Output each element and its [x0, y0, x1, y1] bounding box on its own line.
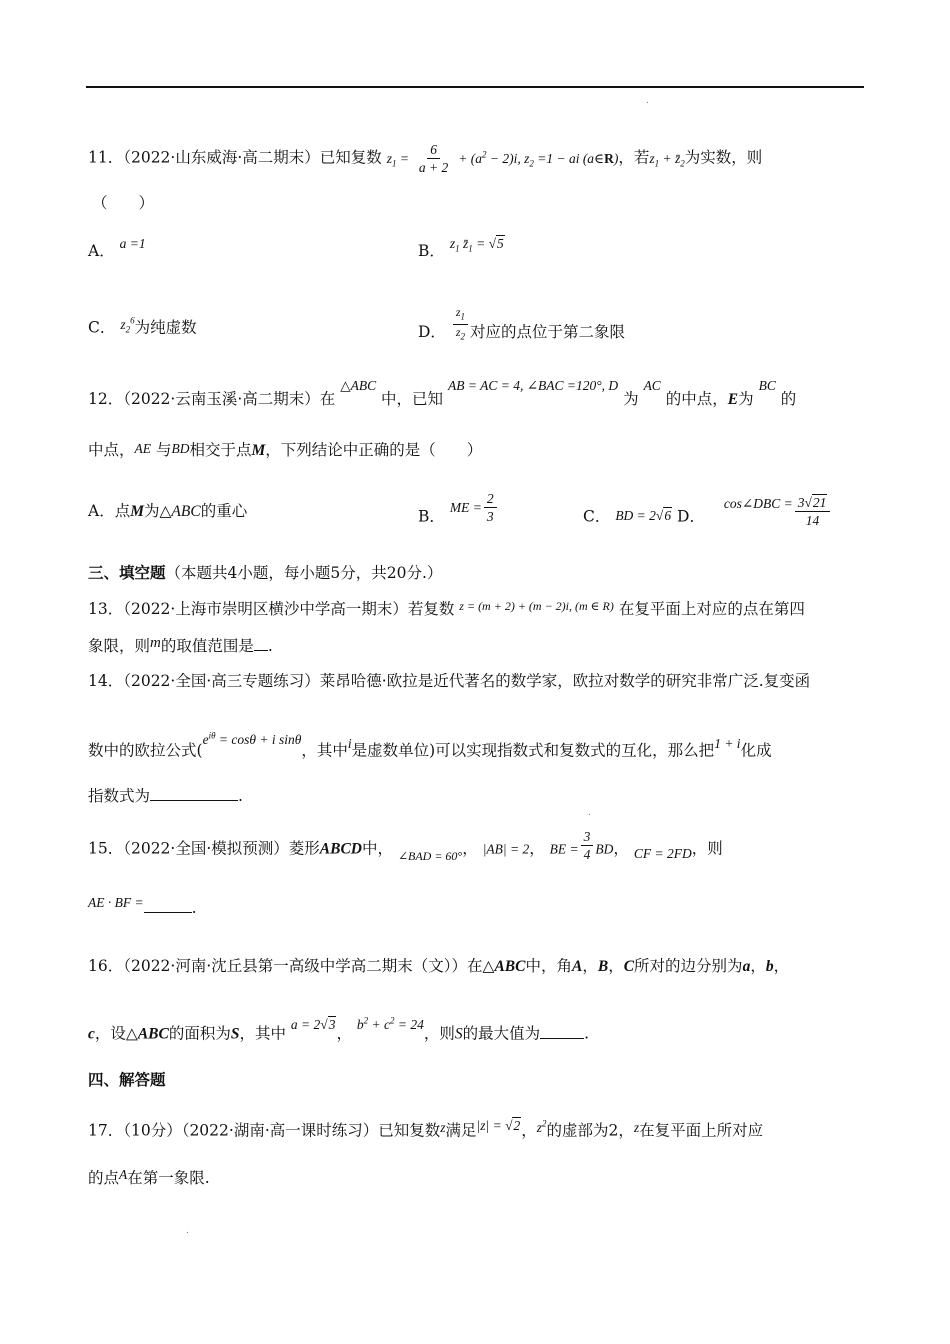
- q15-stem: 15．（2022·全国·模拟预测）菱形ABCD中， $_{\angle BAD = 60^\circ}$， |AB| = 2， BE = $\frac{3}{4}$ BD， CF = 2FD，则: [88, 829, 723, 863]
- stray-dot: .: [646, 96, 649, 106]
- q13-line2: 象限，则m的取值范围是 .: [88, 635, 273, 655]
- q16-answer-blank[interactable]: [540, 1022, 584, 1039]
- q11-paren: （ ）: [92, 194, 155, 212]
- q12-stem: 12．（2022·云南玉溪·高二期末）在 △ABC 中，已知 AB = AC = 4, ∠BAC =120°, D 为 AC 的中点，E为 BC 的: [88, 378, 797, 408]
- q16-line2: c，设△ABC的面积为S，其中 a = 2√3， $b^2 + c^2 = 24$，则S的最大值为 .: [88, 1015, 590, 1043]
- stray-dot: .: [588, 808, 591, 818]
- header-rule: [86, 86, 864, 88]
- q16-line1: 16．（2022·河南·沈丘县第一高级中学高二期末（文））在△ABC中，角A，B，C所对的边分别为a，b，: [88, 957, 790, 975]
- q13-stem: 13．（2022·上海市崇明区横沙中学高一期末）若复数 $^{z = (m + 2) + (m - 2)i, (m \in R)}$ 在复平面上对应的点在第四: [88, 599, 805, 618]
- q17-stem: 17．（10分）（2022·湖南·高一课时练习）已知复数z满足|z| = √2，$z^2$的虚部为2，z在复平面上所对应: [88, 1117, 764, 1140]
- q14-line1: 14．（2022·全国·高三专题练习）莱昂哈德·欧拉是近代著名的数学家，欧拉对数学的研究非常广泛.复变函: [88, 672, 811, 690]
- q11-option-c: C． $z_2^6$为纯虚数: [88, 315, 197, 337]
- q17-line2: 的点A在第一象限.: [88, 1167, 210, 1187]
- q13-answer-blank[interactable]: [254, 634, 268, 651]
- q14-line2: 数中的欧拉公式($e^{i\theta} = \cos\theta + i$ sinθ，其中i是虚数单位)可以实现指数式和复数式的互化，那么把1 + i化成: [88, 730, 772, 760]
- q12-option-b: B． ME = $\frac{2}{3}$: [418, 500, 499, 535]
- stray-dot: .: [186, 1226, 189, 1236]
- q14-answer-blank[interactable]: [150, 784, 238, 801]
- q11-option-d: D． $\frac{z_1}{z_2}$ 对应的点位于第二象限: [418, 305, 626, 342]
- q11-option-b: B． $z_1$ $z̄_1 = √5$: [418, 236, 504, 260]
- q15-answer-blank[interactable]: [144, 896, 192, 913]
- q11-stem: 11．（2022·山东威海·高二期末）已知复数 $z_1$ = $\frac{6}{a + 2}$ + $(a^2 - 2)i$, $z_2 =1$ − ai (a∈R)，若$z_1$ + $z̄_2$为实数，则: [88, 142, 763, 175]
- q14-line3: 指数式为 .: [88, 784, 243, 807]
- section-3-heading: 三、填空题（本题共4小题，每小题5分，共20分.）: [88, 563, 443, 582]
- section-4-heading: 四、解答题: [88, 1070, 166, 1089]
- q15-line2: AE · BF = .: [88, 895, 197, 917]
- q11-option-a: A． a =1: [88, 236, 146, 260]
- q12-option-c: C． BD = 2√6 D． cos∠DBC = $\frac{3√21}{14}$: [583, 500, 832, 535]
- q12-line2: 中点，AE 与BD相交于点M，下列结论中正确的是（ ）: [88, 441, 483, 459]
- q12-option-a: A．点M为△ABC的重心: [88, 502, 248, 520]
